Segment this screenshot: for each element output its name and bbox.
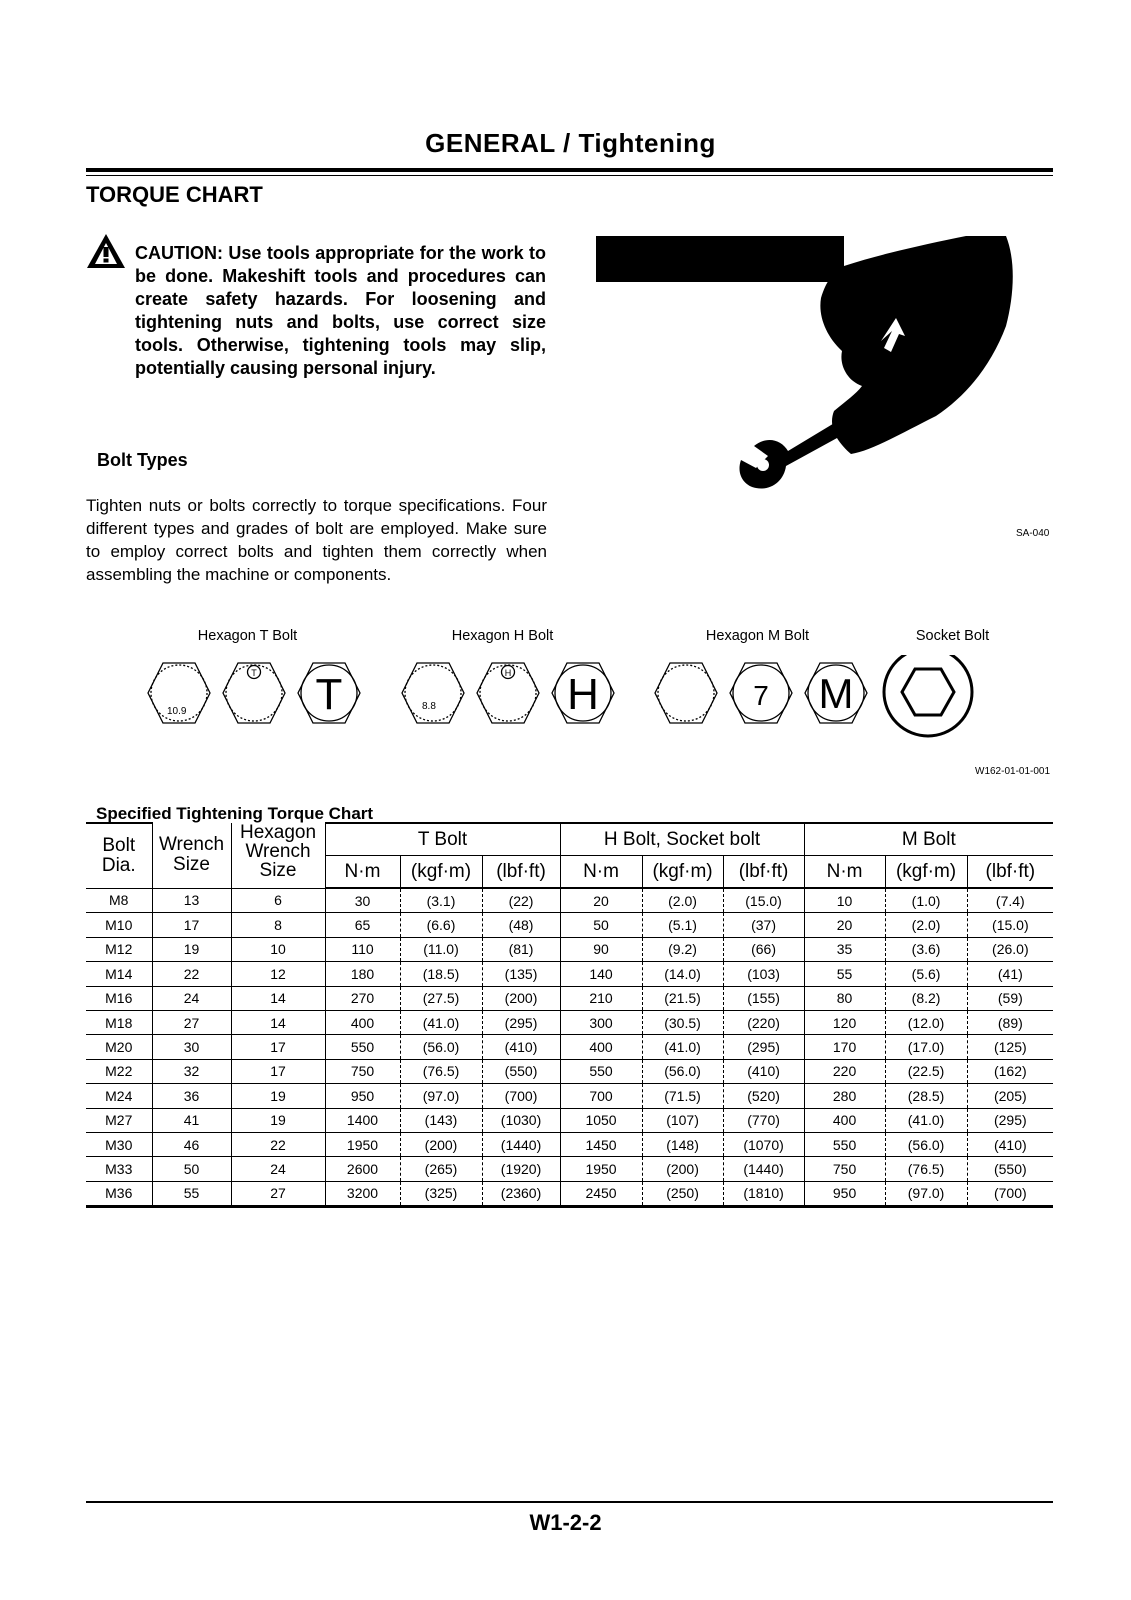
table-cell: (76.5) <box>400 1059 482 1083</box>
hex-h-bolt-1 <box>402 663 464 723</box>
table-cell: (9.2) <box>642 937 723 961</box>
table-cell: (41.0) <box>885 1108 967 1132</box>
table-cell: 50 <box>152 1157 231 1181</box>
m-bolt-letter: M <box>818 670 854 717</box>
footer-rule <box>86 1501 1053 1503</box>
chart-title: Specified Tightening Torque Chart <box>96 804 374 823</box>
table-row <box>86 888 1053 913</box>
table-cell: 280 <box>804 1084 885 1108</box>
table-cell: 55 <box>152 1181 231 1206</box>
table-cell: 400 <box>325 1010 400 1034</box>
header-t-bolt: T Bolt <box>325 823 560 856</box>
table-row <box>86 1035 1053 1059</box>
table-cell: 110 <box>325 937 400 961</box>
table-cell: (700) <box>967 1181 1053 1206</box>
table-cell: (103) <box>723 962 804 986</box>
table-cell: (148) <box>642 1132 723 1156</box>
table-cell: (135) <box>482 962 560 986</box>
table-cell: (295) <box>482 1010 560 1034</box>
table-cell: (1070) <box>723 1132 804 1156</box>
table-cell: (97.0) <box>885 1181 967 1206</box>
figure-code: W162-01-01-001 <box>975 766 1051 777</box>
caution-text: CAUTION: Use tools appropriate for the work to be done. Makeshift tools and procedures can create safety hazards. For loosening and tightening nuts and bolts, use correct size tools. Otherwise, tightening tools may slip, potentially causing personal injury. <box>135 243 546 378</box>
table-cell: 50 <box>560 913 642 937</box>
table-cell: 35 <box>804 937 885 961</box>
h-bolt-grade: 8.8 <box>422 701 436 712</box>
table-cell: (66) <box>723 937 804 961</box>
table-cell: M10 <box>86 913 152 937</box>
table-cell: 24 <box>152 986 231 1010</box>
table-cell: (15.0) <box>967 913 1053 937</box>
table-cell: (1810) <box>723 1181 804 1206</box>
unit-nm: N·m <box>804 856 885 889</box>
table-cell: 270 <box>325 986 400 1010</box>
table-cell: (325) <box>400 1181 482 1206</box>
table-cell: (1440) <box>723 1157 804 1181</box>
table-cell: 210 <box>560 986 642 1010</box>
table-row <box>86 1010 1053 1034</box>
unit-kgfm: (kgf·m) <box>642 856 723 889</box>
table-cell: 1450 <box>560 1132 642 1156</box>
table-cell: 8 <box>231 913 325 937</box>
table-cell: 120 <box>804 1010 885 1034</box>
table-cell: (162) <box>967 1059 1053 1083</box>
table-cell: 10 <box>804 888 885 913</box>
table-row <box>86 962 1053 986</box>
header-hex-wrench-size: Hexagon Wrench Size <box>231 823 325 888</box>
table-cell: M22 <box>86 1059 152 1083</box>
table-cell: 14 <box>231 1010 325 1034</box>
table-cell: (7.4) <box>967 888 1053 913</box>
table-cell: 1050 <box>560 1108 642 1132</box>
table-cell: (2360) <box>482 1181 560 1206</box>
table-row <box>86 1059 1053 1083</box>
table-cell: (143) <box>400 1108 482 1132</box>
table-cell: 36 <box>152 1084 231 1108</box>
table-cell: M18 <box>86 1010 152 1034</box>
table-cell: (8.2) <box>885 986 967 1010</box>
table-cell: 17 <box>231 1059 325 1083</box>
label-hexagon-m-bolt: Hexagon M Bolt <box>705 628 810 644</box>
table-cell: M8 <box>86 888 152 913</box>
table-cell: 17 <box>152 913 231 937</box>
table-row <box>86 1157 1053 1181</box>
table-cell: (18.5) <box>400 962 482 986</box>
table-cell: (770) <box>723 1108 804 1132</box>
table-cell: (1920) <box>482 1157 560 1181</box>
table-cell: 950 <box>325 1084 400 1108</box>
warning-triangle-icon <box>86 233 126 269</box>
table-cell: (107) <box>642 1108 723 1132</box>
illustration-code: SA-040 <box>1016 528 1050 539</box>
table-cell: (76.5) <box>885 1157 967 1181</box>
table-cell: 46 <box>152 1132 231 1156</box>
table-cell: M30 <box>86 1132 152 1156</box>
table-cell: (200) <box>482 986 560 1010</box>
table-cell: 27 <box>231 1181 325 1206</box>
table-cell: (30.5) <box>642 1010 723 1034</box>
table-cell: M33 <box>86 1157 152 1181</box>
table-cell: (22.5) <box>885 1059 967 1083</box>
table-cell: 19 <box>231 1108 325 1132</box>
table-cell: (295) <box>967 1108 1053 1132</box>
table-cell: (56.0) <box>400 1035 482 1059</box>
header-rule <box>86 168 1053 172</box>
t-bolt-letter: T <box>315 670 343 719</box>
table-row <box>86 937 1053 961</box>
table-cell: (2.0) <box>885 913 967 937</box>
table-cell: 6 <box>231 888 325 913</box>
table-cell: 170 <box>804 1035 885 1059</box>
label-hexagon-t-bolt: Hexagon T Bolt <box>197 628 298 644</box>
unit-lbfft: (lbf·ft) <box>482 856 560 889</box>
table-cell: (6.6) <box>400 913 482 937</box>
table-cell: (200) <box>642 1157 723 1181</box>
table-cell: 30 <box>325 888 400 913</box>
table-cell: 700 <box>560 1084 642 1108</box>
bolt-types-title: Bolt Types <box>97 450 188 470</box>
table-cell: 550 <box>325 1035 400 1059</box>
table-cell: 750 <box>325 1059 400 1083</box>
table-cell: (3.6) <box>885 937 967 961</box>
table-row <box>86 1108 1053 1132</box>
table-cell: (26.0) <box>967 937 1053 961</box>
table-cell: (700) <box>482 1084 560 1108</box>
table-cell: (56.0) <box>642 1059 723 1083</box>
table-cell: (200) <box>400 1132 482 1156</box>
table-cell: 950 <box>804 1181 885 1206</box>
table-cell: 27 <box>152 1010 231 1034</box>
table-cell: 80 <box>804 986 885 1010</box>
table-cell: 180 <box>325 962 400 986</box>
table-cell: 90 <box>560 937 642 961</box>
table-cell: 55 <box>804 962 885 986</box>
unit-kgfm: (kgf·m) <box>885 856 967 889</box>
m-bolt-number: 7 <box>753 680 769 711</box>
table-cell: M27 <box>86 1108 152 1132</box>
table-cell: 13 <box>152 888 231 913</box>
header-rule-thin <box>86 175 1053 176</box>
table-cell: (37) <box>723 913 804 937</box>
bolt-types-figure <box>120 655 1020 755</box>
h-bolt-symbol: H <box>504 668 512 678</box>
socket-bolt-head <box>884 655 972 736</box>
hex-m-bolt-1 <box>655 663 717 723</box>
table-cell: 550 <box>560 1059 642 1083</box>
table-cell: (97.0) <box>400 1084 482 1108</box>
table-cell: 14 <box>231 986 325 1010</box>
table-cell: (17.0) <box>885 1035 967 1059</box>
table-cell: 1950 <box>560 1157 642 1181</box>
table-cell: 65 <box>325 913 400 937</box>
header-wrench-size: Wrench Size <box>152 823 231 888</box>
table-cell: 30 <box>152 1035 231 1059</box>
table-cell: (59) <box>967 986 1053 1010</box>
table-row <box>86 1084 1053 1108</box>
table-cell: 10 <box>231 937 325 961</box>
hand-wrench-illustration <box>596 236 1026 516</box>
table-cell: (125) <box>967 1035 1053 1059</box>
table-cell: (155) <box>723 986 804 1010</box>
table-cell: 1950 <box>325 1132 400 1156</box>
table-cell: 400 <box>804 1108 885 1132</box>
table-cell: 2450 <box>560 1181 642 1206</box>
table-cell: (5.1) <box>642 913 723 937</box>
table-cell: (81) <box>482 937 560 961</box>
table-cell: (56.0) <box>885 1132 967 1156</box>
unit-kgfm: (kgf·m) <box>400 856 482 889</box>
table-cell: (41.0) <box>642 1035 723 1059</box>
table-cell: (89) <box>967 1010 1053 1034</box>
table-cell: 3200 <box>325 1181 400 1206</box>
table-row <box>86 986 1053 1010</box>
table-cell: 19 <box>231 1084 325 1108</box>
section-title: TORQUE CHART <box>86 182 263 207</box>
table-cell: 2600 <box>325 1157 400 1181</box>
table-cell: 20 <box>560 888 642 913</box>
table-cell: (2.0) <box>642 888 723 913</box>
page-header-title: GENERAL / Tightening <box>425 128 716 158</box>
table-cell: 1400 <box>325 1108 400 1132</box>
table-cell: (21.5) <box>642 986 723 1010</box>
table-cell: (520) <box>723 1084 804 1108</box>
table-cell: 750 <box>804 1157 885 1181</box>
table-cell: (11.0) <box>400 937 482 961</box>
table-cell: (48) <box>482 913 560 937</box>
t-bolt-symbol: T <box>251 668 257 678</box>
header-bolt-dia: Bolt Dia. <box>86 823 152 888</box>
label-socket-bolt: Socket Bolt <box>915 628 990 644</box>
table-cell: M24 <box>86 1084 152 1108</box>
table-cell: (1030) <box>482 1108 560 1132</box>
table-cell: 140 <box>560 962 642 986</box>
unit-lbfft: (lbf·ft) <box>967 856 1053 889</box>
unit-nm: N·m <box>560 856 642 889</box>
table-cell: (265) <box>400 1157 482 1181</box>
label-hexagon-h-bolt: Hexagon H Bolt <box>451 628 554 644</box>
t-bolt-grade: 10.9 <box>167 706 187 717</box>
table-cell: 19 <box>152 937 231 961</box>
table-cell: (410) <box>723 1059 804 1083</box>
table-cell: (410) <box>482 1035 560 1059</box>
table-cell: (27.5) <box>400 986 482 1010</box>
table-cell: (71.5) <box>642 1084 723 1108</box>
table-cell: 20 <box>804 913 885 937</box>
table-cell: (3.1) <box>400 888 482 913</box>
table-cell: (250) <box>642 1181 723 1206</box>
table-cell: 220 <box>804 1059 885 1083</box>
table-cell: 41 <box>152 1108 231 1132</box>
table-cell: (41.0) <box>400 1010 482 1034</box>
table-cell: 550 <box>804 1132 885 1156</box>
table-cell: (550) <box>482 1059 560 1083</box>
header-row-1 <box>86 823 1053 856</box>
table-cell: 17 <box>231 1035 325 1059</box>
table-cell: (5.6) <box>885 962 967 986</box>
table-cell: (28.5) <box>885 1084 967 1108</box>
table-cell: (410) <box>967 1132 1053 1156</box>
header-m-bolt: M Bolt <box>804 823 1053 856</box>
table-cell: (1440) <box>482 1132 560 1156</box>
table-row <box>86 913 1053 937</box>
table-cell: (220) <box>723 1010 804 1034</box>
table-cell: 32 <box>152 1059 231 1083</box>
h-bolt-letter: H <box>567 670 599 719</box>
unit-lbfft: (lbf·ft) <box>723 856 804 889</box>
table-row <box>86 1181 1053 1206</box>
table-cell: M36 <box>86 1181 152 1206</box>
unit-nm: N·m <box>325 856 400 889</box>
table-cell: 300 <box>560 1010 642 1034</box>
table-cell: M16 <box>86 986 152 1010</box>
table-cell: M14 <box>86 962 152 986</box>
table-cell: 400 <box>560 1035 642 1059</box>
header-h-bolt: H Bolt, Socket bolt <box>560 823 804 856</box>
bolt-types-intro: Tighten nuts or bolts correctly to torque specifications. Four different types and grades of bolt are employed. Make sure to employ correct bolts and tighten them correctly when assembling the machine or components. <box>86 496 547 584</box>
table-cell: (205) <box>967 1084 1053 1108</box>
torque-table-body <box>86 888 1053 1207</box>
table-cell: 24 <box>231 1157 325 1181</box>
table-cell: 22 <box>152 962 231 986</box>
table-row <box>86 1132 1053 1156</box>
torque-table <box>86 822 1053 1208</box>
table-cell: M12 <box>86 937 152 961</box>
table-cell: 12 <box>231 962 325 986</box>
table-cell: M20 <box>86 1035 152 1059</box>
table-cell: 22 <box>231 1132 325 1156</box>
table-cell: (550) <box>967 1157 1053 1181</box>
table-cell: (15.0) <box>723 888 804 913</box>
table-cell: (22) <box>482 888 560 913</box>
table-cell: (1.0) <box>885 888 967 913</box>
table-cell: (295) <box>723 1035 804 1059</box>
table-cell: (12.0) <box>885 1010 967 1034</box>
table-cell: (41) <box>967 962 1053 986</box>
page-number: W1-2-2 <box>529 1510 602 1535</box>
table-cell: (14.0) <box>642 962 723 986</box>
